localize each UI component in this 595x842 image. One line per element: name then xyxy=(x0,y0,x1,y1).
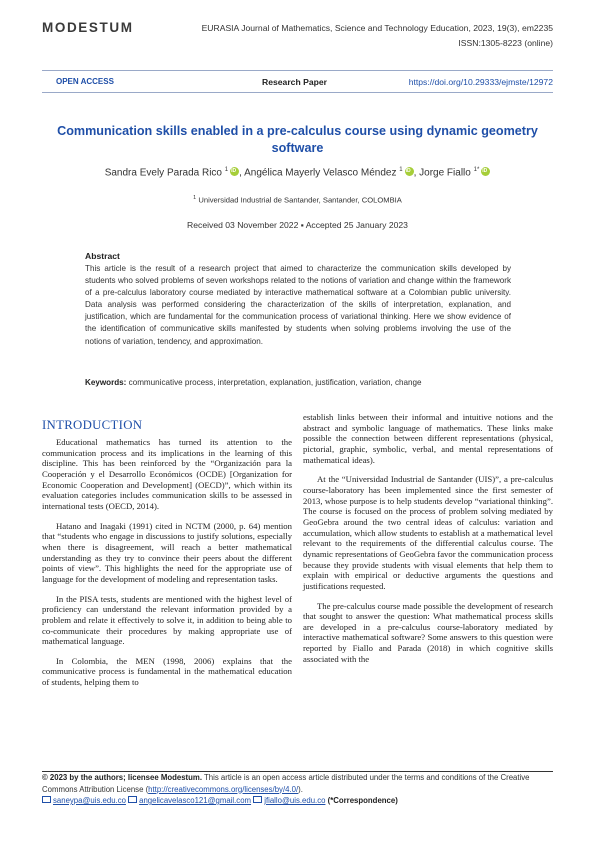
author-affiliation-mark: 1* xyxy=(473,167,480,173)
issn: ISSN:1305-8223 (online) xyxy=(458,38,553,48)
header-rule xyxy=(42,70,553,71)
author-affiliation-mark: 1 xyxy=(224,167,229,173)
orcid-icon[interactable] xyxy=(481,167,490,176)
abstract-text: This article is the result of a research project that aimed to characterize the communication skills developed by students who solved problems of seven workshops related to the notions of variation and change within the framework of a pre-calculus laboratory course mediated by interactive mathematical software at a Colombian public university. Data analysis was performed considering the characterization of the skills of interpretation, explanation, and justification, which are fundamental for the communication process of variational thinking. Here we show evidence of the identification of communicative skills manifested by students when solving problems involving the use of the notions of variation, tendency, and approximation. xyxy=(85,264,511,346)
paragraph: In Colombia, the MEN (1998, 2006) explains that the communicative process is fundamental in the mathematical education of students, helping them to xyxy=(42,655,292,688)
author-name: Angélica Mayerly Velasco Méndez xyxy=(244,167,397,179)
email-link[interactable]: jfiallo@uis.edu.co xyxy=(264,796,326,805)
email-link[interactable]: saneypa@uis.edu.co xyxy=(53,796,126,805)
author-name: Sandra Evely Parada Rico xyxy=(104,167,222,179)
mail-icon xyxy=(253,796,262,803)
affiliation-mark: 1 xyxy=(193,195,197,201)
copyright-text: This article is an open access article distributed under the terms and conditions of the Creative Commons Attribution License ( xyxy=(42,773,530,794)
orcid-icon[interactable] xyxy=(230,167,239,176)
doi-link[interactable]: https://doi.org/10.29333/ejmste/12972 xyxy=(408,77,553,87)
author-affiliation-mark: 1 xyxy=(399,167,403,173)
paper-type: Research Paper xyxy=(262,77,327,87)
mail-icon xyxy=(42,796,51,803)
orcid-icon[interactable] xyxy=(405,167,414,176)
keywords-label: Keywords: xyxy=(85,378,127,387)
affiliation-text: Universidad Industrial de Santander, Santander, COLOMBIA xyxy=(198,195,402,205)
body-left-column xyxy=(42,437,292,688)
publisher-logo: MODESTUM xyxy=(42,20,134,35)
received-accepted-dates: Received 03 November 2022 ▪ Accepted 25 January 2023 xyxy=(187,220,408,230)
email-link[interactable]: angelicavelasco121@gmail.com xyxy=(139,796,252,805)
paragraph: Educational mathematics has turned its attention to the communication process and its implications in the learning of this discipline. This has been reinforced by the “Organización para la Cooperación y el Desarrollo Económicos (OCDE) [Organization for Economic Cooperation and Development] (OECD)”, which within its evaluation categories includes communication skills to be assessed in international tests (OECD, 2014). xyxy=(42,437,292,511)
journal-citation: EURASIA Journal of Mathematics, Science and Technology Education, 2023, 19(3), em2235 xyxy=(201,23,553,33)
correspondence-note: (*Correspondence) xyxy=(327,796,398,805)
copyright-notice xyxy=(42,772,553,795)
license-link[interactable]: http://creativecommons.org/licenses/by/4.0/ xyxy=(148,784,299,794)
section-heading-introduction: INTRODUCTION xyxy=(42,418,143,432)
article-title: Communication skills enabled in a pre-calculus course using dynamic geometry software xyxy=(57,124,538,155)
copyright-bold: © 2023 by the authors; licensee Modestum. xyxy=(42,773,202,782)
body-right-column xyxy=(303,412,553,664)
affiliation xyxy=(42,195,553,205)
paragraph: At the “Universidad Industrial de Santander (UIS)”, a pre-calculus course-laboratory has been implemented since the first semester of 2013, whose purpose is to help students develop “variational thinking”. The course is focused on the process of problem solving mediated by GeoGebra around the two central ideas of calculus: variation and accumulation, which allow students to establish at a mathematical level relevant to the requirements of the differential calculus course. The dynamic representations of GeoGebra favor the communication process because they provide students with visual elements that help them to explain with empirical or deductive arguments the questions and justifications requested. xyxy=(303,474,553,591)
paragraph: In the PISA tests, students are mentioned with the highest level of proficiency can understand the relevant information provided by a problem and relate it effectively to solve it, in addition to being able to co-communicate their procedures by making appropriate use of mathematical language. xyxy=(42,593,292,647)
open-access-label: OPEN ACCESS xyxy=(56,77,114,86)
paragraph: The pre-calculus course made possible the development of research that sought to answer the question: What mathematical process skills are developed in a pre-calculus course-laboratory mediated by interactive mathematical software? Some answers to this question were reported by Fiallo and Parada (2018) in which cognitive skills associated with the xyxy=(303,600,553,664)
email-line xyxy=(42,795,553,807)
author-name: Jorge Fiallo xyxy=(419,167,471,179)
header-rule-bottom xyxy=(42,92,553,93)
paragraph: establish links between their informal and intuitive notions and the abstract and symbolic language of mathematics. These links make possible the connection between different representations (physical, pictorial, graphic, symbolic, verbal, and mental representations of mathematical ideas). xyxy=(303,412,553,465)
keywords-text: communicative process, interpretation, explanation, justification, variation, change xyxy=(128,378,422,387)
author-list: Sandra Evely Parada Rico $^1$iD , Angélica Mayerly Velasco Méndez $^1$iD , Jorge Fiallo $^{1*}$iD xyxy=(42,167,553,178)
footer xyxy=(42,772,553,807)
keywords-line xyxy=(85,378,422,387)
license-close: ). xyxy=(298,784,303,794)
mail-icon xyxy=(128,796,137,803)
paragraph: Hatano and Inagaki (1991) cited in NCTM (2000, p. 64) mention that “students who engage in discussions to justify solutions, especially when there is disagreement, will reach a better mathematical understanding as they try to convince their peers about the different points of view”. This highlights the need for the appropriate use of language for the development of modeling and representation tasks. xyxy=(42,520,292,584)
abstract-heading: Abstract xyxy=(85,251,120,261)
